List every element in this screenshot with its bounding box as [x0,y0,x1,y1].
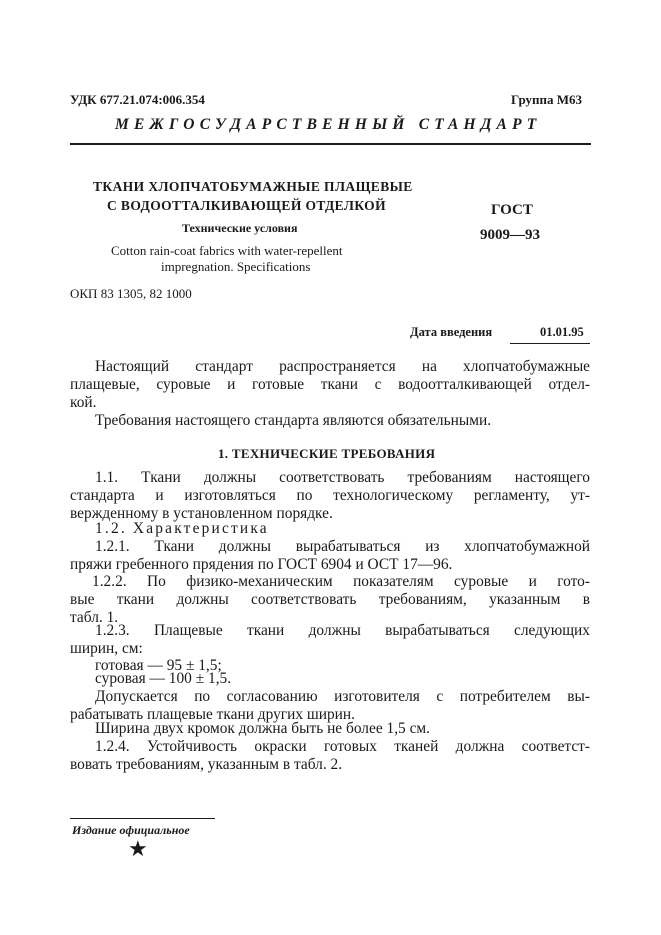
text-line: вовать требованиям, указанным в табл. 2. [70,756,343,773]
text-line: 1.2.1. Ткани должны вырабатываться из хлопчатобумажной [95,538,590,555]
allowance-paragraph [70,688,590,724]
clause-1-1 [70,469,590,523]
clause-1-2-2 [70,573,590,627]
text-line: Допускается по согласованию изготовителя с потребителем вы- [95,688,590,705]
edge-width [95,720,590,738]
star-icon: ★ [128,836,148,861]
header-rule [70,143,591,145]
text-line: Настоящий стандарт распространяется на хлопчатобумажные [95,358,590,375]
text-line: вые ткани должны соответствовать требованиям, указанным в [70,591,590,608]
clause-1-2-4 [70,738,590,774]
text-line: табл. 1. [70,609,119,626]
text-line: ширин, см: [70,640,143,657]
text-line: 1.2.2. По физико-механическим показателям суровые и гото- [92,573,590,590]
clause-1-2-3 [70,622,590,658]
group-code: Группа М63 [511,92,583,107]
text-line: вержденному в установленном порядке. [70,505,333,522]
width-raw [95,670,590,688]
text-line: рабатывать плащевые ткани других ширин. [70,706,355,723]
text-line: 1.2.3. Плащевые ткани должны вырабатываться следующих [95,622,590,639]
date-underline [510,343,590,344]
text-line: 1.2.4. Устойчивость окраски готовых тканей должна соответст- [95,738,590,755]
text-line: кой. [70,394,97,411]
subtitle: Технические условия [182,221,298,235]
text-line: стандарта и изготовляться по технологическому регламенту, ут- [70,487,590,504]
text-line: Ширина двух кромок должна быть не более 1,5 см. [95,720,431,737]
clause-1-2-1 [70,538,590,574]
text-line: 1.1. Ткани должны соответствовать требованиям настоящего [95,469,590,486]
footer-rule [70,818,215,819]
text-line: пряжи гребенного прядения по ГОСТ 6904 и ОСТ 17—96. [70,556,453,573]
english-title-2: impregnation. Specifications [161,259,311,274]
intro-paragraph-1 [70,358,590,412]
text-line: плащевые, суровые и готовые ткани с водоотталкивающей отдел- [70,376,590,393]
text-line: суровая — 100 ± 1,5. [95,670,232,687]
official-edition: Издание официальное [72,823,190,837]
okp-code: ОКП 83 1305, 82 1000 [70,286,192,301]
udk-code: УДК 677.21.074:006.354 [70,92,205,107]
effective-date-value: 01.01.95 [540,325,584,339]
text-line: 1.2. Характеристика [95,520,269,537]
gost-number: 9009—93 [480,227,540,243]
gost-label: ГОСТ [491,202,533,218]
clause-1-2 [95,520,590,538]
text-line: Требования настоящего стандарта являются обязательными. [95,412,492,429]
english-title-1: Cotton rain-coat fabrics with water-repellent [111,243,343,258]
title-line-2: С ВОДООТТАЛКИВАЮЩЕЙ ОТДЕЛКОЙ [107,198,386,213]
text-line: готовая — 95 ± 1,5; [95,657,222,674]
intro-paragraph-2 [95,412,590,430]
standard-banner: МЕЖГОСУДАРСТВЕННЫЙ СТАНДАРТ [115,116,542,133]
title-line-1: ТКАНИ ХЛОПЧАТОБУМАЖНЫЕ ПЛАЩЕВЫЕ [93,179,413,194]
section-heading: 1. ТЕХНИЧЕСКИЕ ТРЕБОВАНИЯ [218,446,436,461]
effective-date-label: Дата введения [410,325,493,339]
